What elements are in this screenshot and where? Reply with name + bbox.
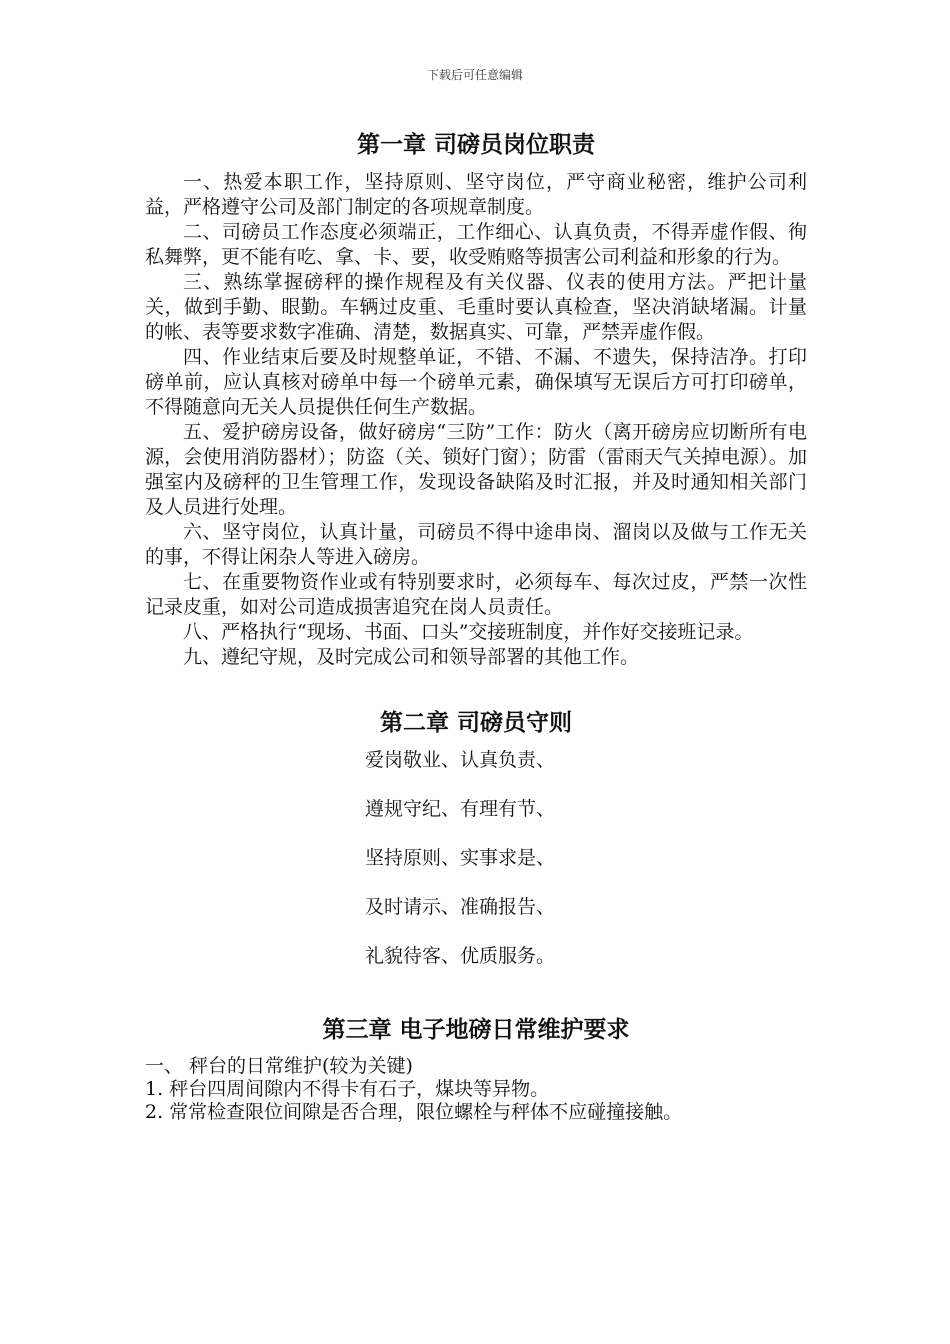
maintenance-item-1: 1. 秤台四周间隙内不得卡有石子，煤块等异物。: [145, 1078, 550, 1100]
chapter-3: [145, 1015, 807, 1124]
page-header-note: 下载后可任意编辑: [426, 68, 523, 82]
duty-paragraph-7: 七、在重要物资作业或有特别要求时，必须每车、每次过皮，严禁一次性记录皮重，如对公司造成损害追究在岗人员责任。: [145, 571, 807, 618]
duty-paragraph-2: 二、司磅员工作态度必须端正，工作细心、认真负责，不得弄虚作假、徇私舞弊，更不能有吃、拿、卡、要，收受贿赂等损害公司利益和形象的行为。: [145, 221, 807, 268]
duty-paragraph-4: 四、作业结束后要及时规整单证，不错、不漏、不遗失，保持洁净。打印磅单前，应认真核对磅单中每一个磅单元素，确保填写无误后方可打印磅单，不得随意向无关人员提供任何生产数据。: [145, 346, 807, 418]
section-heading: 一、 秤台的日常维护(较为关键): [145, 1055, 413, 1077]
rule-item-3: 坚持原则、实事求是、: [365, 847, 556, 869]
chapter-2-title: 第二章 司磅员守则: [379, 709, 572, 736]
rule-item-2: 遵规守纪、有理有节、: [365, 798, 556, 820]
chapter-1-title: 第一章 司磅员岗位职责: [356, 131, 595, 158]
duty-paragraph-8: 八、严格执行“现场、书面、口头”交接班制度，并作好交接班记录。: [183, 621, 754, 643]
duty-paragraph-6: 六、坚守岗位，认真计量，司磅员不得中途串岗、溜岗以及做与工作无关的事，不得让闲杂人等进入磅房。: [145, 521, 807, 568]
duty-paragraph-9: 九、遵纪守规，及时完成公司和领导部署的其他工作。: [183, 646, 640, 668]
rule-item-5: 礼貌待客、优质服务。: [365, 945, 556, 967]
chapter-1: [145, 130, 807, 670]
duty-paragraph-5: 五、爱护磅房设备，做好磅房“三防”工作：防火（离开磅房应切断所有电源，会使用消防器材）；防盗（关、锁好门窗）；防雷（雷雨天气关掉电源）。加强室内及磅秤的卫生管理工作，发现设备缺陷及时汇报，并及时通知相关部门及人员进行处理。: [145, 421, 807, 518]
duty-paragraph-3: 三、熟练掌握磅秤的操作规程及有关仪器、仪表的使用方法。严把计量关，做到手勤、眼勤。车辆过皮重、毛重时要认真检查，坚决消缺堵漏。计量的帐、表等要求数字准确、清楚，数据真实、可靠，严禁弄虚作假。: [145, 271, 807, 343]
document-body: [145, 130, 807, 1124]
rules-list: [365, 748, 807, 969]
maintenance-item-2: 2. 常常检查限位间隙是否合理，限位螺栓与秤体不应碰撞接触。: [145, 1101, 683, 1123]
duty-paragraph-1: 一、热爱本职工作，坚持原则、坚守岗位，严守商业秘密，维护公司利益，严格遵守公司及部门制定的各项规章制度。: [145, 171, 807, 218]
rule-item-4: 及时请示、准确报告、: [365, 896, 556, 918]
rule-item-1: 爱岗敬业、认真负责、: [365, 749, 556, 771]
chapter-3-title: 第三章 电子地磅日常维护要求: [322, 1016, 630, 1043]
chapter-2: [145, 708, 807, 969]
